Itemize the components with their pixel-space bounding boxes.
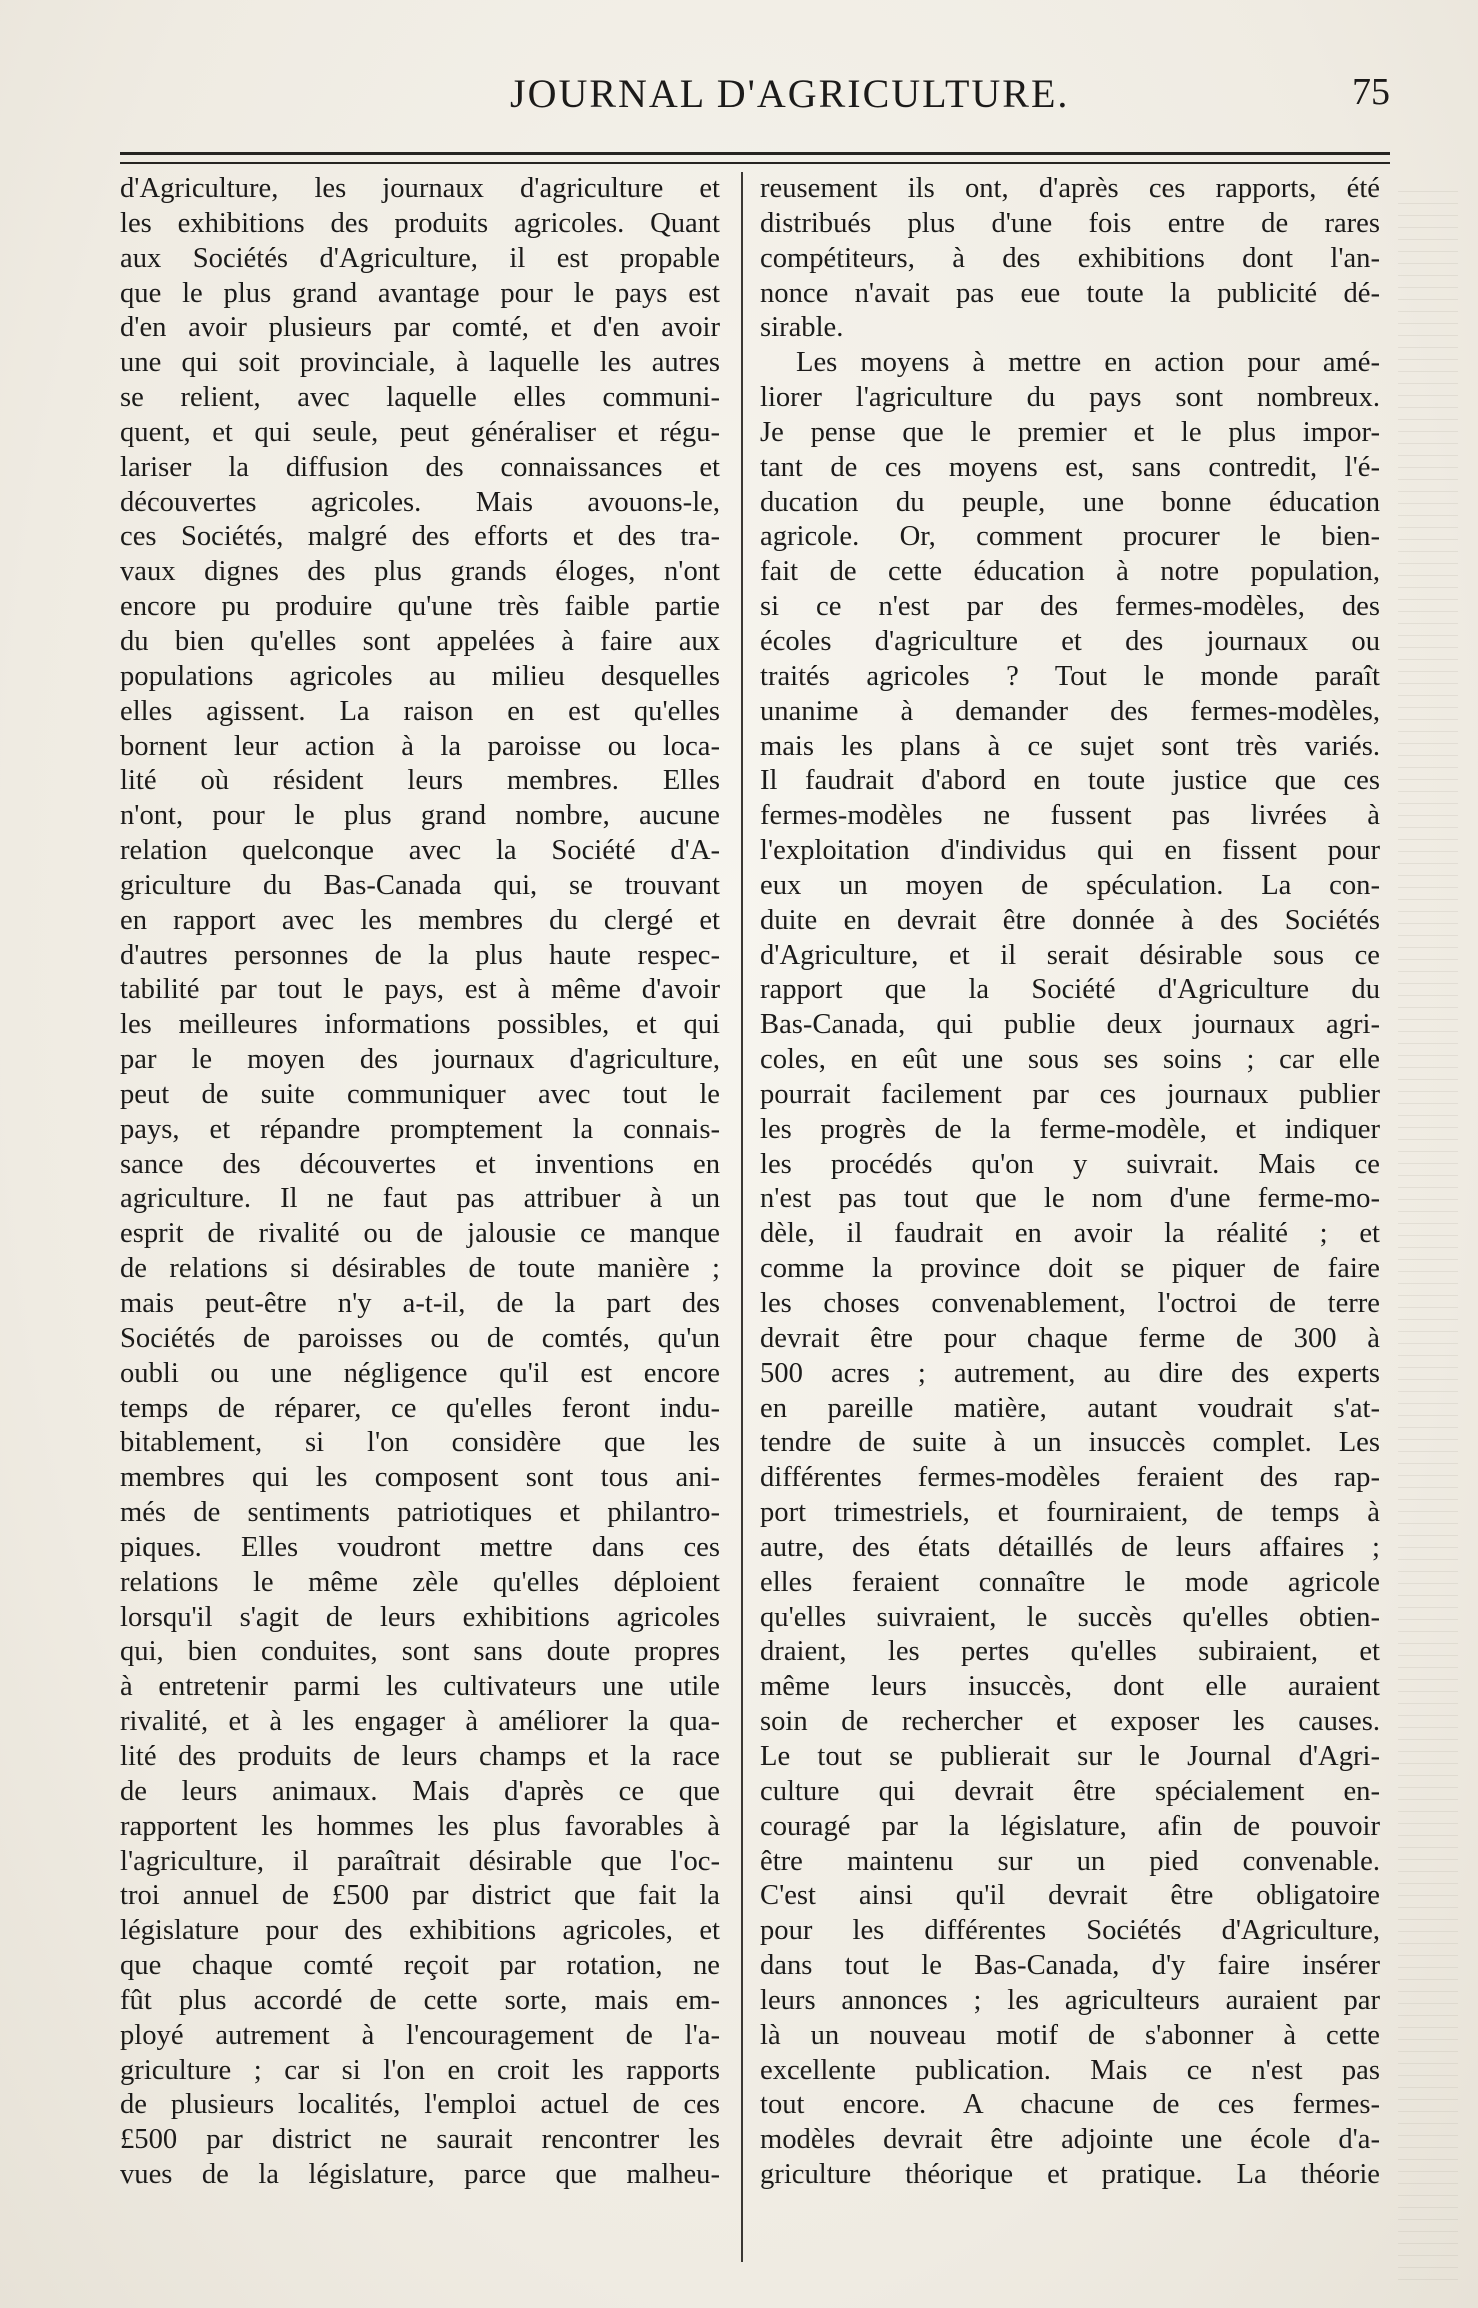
text-line: les procédés qu'on y suivrait. Mais ce	[760, 1148, 1380, 1180]
text-line: par le moyen des journaux d'agriculture,	[120, 1044, 720, 1076]
text-line: rapport que la Société d'Agriculture du	[760, 974, 1380, 1006]
text-line: l'exploitation d'individus qui en fissent pour	[760, 835, 1380, 867]
text-line: peut de suite communiquer avec tout le	[120, 1078, 720, 1110]
text-line: port trimestriels, et fourniraient, de temps à	[760, 1497, 1380, 1529]
text-line: ployé autrement à l'encouragement de l'a-	[120, 2019, 720, 2051]
text-line: qu'elles suivraient, le succès qu'elles obtien-	[760, 1601, 1380, 1633]
text-line: sirable.	[760, 312, 844, 344]
text-line: de relations si désirables de toute manière ;	[120, 1253, 720, 1285]
text-line: sance des découvertes et inventions en	[120, 1148, 720, 1180]
text-line: si ce n'est par des fermes-modèles, des	[760, 591, 1380, 623]
text-line: les meilleures informations possibles, et qui	[120, 1009, 720, 1041]
text-line: griculture ; car si l'on en croit les rapports	[120, 2054, 720, 2086]
text-line: lité des produits de leurs champs et la race	[120, 1740, 720, 1772]
text-line: modèles devrait être adjointe une école d'a-	[760, 2124, 1380, 2156]
text-line: du bien qu'elles sont appelées à faire aux	[120, 625, 720, 657]
text-line: Il faudrait d'abord en toute justice que ces	[760, 765, 1380, 797]
text-line: en pareille matière, autant voudrait s'at-	[760, 1392, 1380, 1424]
text-line: elles agissent. La raison en est qu'elles	[120, 695, 720, 727]
header-rule-bottom	[120, 162, 1390, 164]
text-line: devrait être pour chaque ferme de 300 à	[760, 1322, 1380, 1354]
text-line: de leurs animaux. Mais d'après ce que	[120, 1775, 720, 1807]
text-line: traités agricoles ? Tout le monde paraît	[760, 660, 1380, 692]
text-line: autre, des états détaillés de leurs affaires ;	[760, 1531, 1380, 1563]
text-line: les progrès de la ferme-modèle, et indiquer	[760, 1113, 1380, 1145]
text-line: ces Sociétés, malgré des efforts et des tra-	[120, 521, 720, 553]
text-line: bornent leur action à la paroisse ou loca-	[120, 730, 720, 762]
text-line: tant de ces moyens est, sans contredit, l'é-	[760, 451, 1380, 483]
text-line: piques. Elles voudront mettre dans ces	[120, 1531, 720, 1563]
text-line: mais peut-être n'y a-t-il, de la part des	[120, 1288, 720, 1319]
right-column	[760, 172, 1380, 2193]
page-header	[120, 70, 1390, 140]
text-line: griculture théorique et pratique. La théorie	[760, 2159, 1380, 2191]
text-line: se relient, avec laquelle elles communi-	[120, 382, 720, 414]
text-line: distribués plus d'une fois entre de rares	[760, 207, 1380, 239]
text-line: agriculture. Il ne faut pas attribuer à un	[120, 1183, 720, 1215]
column-divider	[741, 172, 743, 2262]
text-line: pour les différentes Sociétés d'Agriculture,	[760, 1915, 1380, 1947]
text-line: liorer l'agriculture du pays sont nombreux.	[760, 382, 1380, 414]
text-line: compétiteurs, à des exhibitions dont l'an-	[760, 242, 1380, 274]
text-line: duite en devrait être donnée à des Sociétés	[760, 904, 1380, 936]
text-line: aux Sociétés d'Agriculture, il est propable	[120, 242, 720, 274]
text-line: qui, bien conduites, sont sans doute propres	[120, 1636, 720, 1668]
text-line: Bas-Canada, qui publie deux journaux agri-	[760, 1009, 1380, 1041]
text-line: troi annuel de £500 par district que fait la	[120, 1880, 720, 1912]
text-line: leurs annonces ; les agriculteurs auraient par	[760, 1984, 1380, 2016]
text-line: £500 par district ne saurait rencontrer les	[120, 2124, 720, 2156]
text-line: elles feraient connaître le mode agricole	[760, 1566, 1380, 1598]
text-line: n'est pas tout que le nom d'une ferme-mo-	[760, 1183, 1380, 1215]
text-line: les choses convenablement, l'octroi de terre	[760, 1288, 1380, 1319]
text-line: excellente publication. Mais ce n'est pas	[760, 2054, 1380, 2086]
text-line: à entretenir parmi les cultivateurs une utile	[120, 1671, 720, 1703]
text-line: lorsqu'il s'agit de leurs exhibitions agricoles	[120, 1601, 720, 1633]
text-line: més de sentiments patriotiques et philantro-	[120, 1497, 720, 1529]
page-number: 75	[1352, 71, 1390, 113]
text-line: d'Agriculture, les journaux d'agriculture et	[120, 173, 720, 204]
left-column	[120, 172, 720, 2193]
text-line: vaux dignes des plus grands éloges, n'ont	[120, 556, 720, 588]
text-line: 500 acres ; autrement, au dire des experts	[760, 1357, 1380, 1389]
text-line: comme la province doit se piquer de faire	[760, 1253, 1380, 1285]
text-line: tendre de suite à un insuccès complet. Les	[760, 1427, 1380, 1459]
text-line: lité où résident leurs membres. Elles	[120, 765, 720, 797]
text-line: mais les plans à ce sujet sont très variés.	[760, 730, 1380, 762]
text-line: reusement ils ont, d'après ces rapports, été	[760, 173, 1380, 204]
text-line: fait de cette éducation à notre population,	[760, 556, 1380, 588]
text-line: rapportent les hommes les plus favorables à	[120, 1810, 720, 1842]
text-line: fût plus accordé de cette sorte, mais em-	[120, 1984, 720, 2016]
text-line: législature pour des exhibitions agricoles, et	[120, 1915, 720, 1947]
text-line: de plusieurs localités, l'emploi actuel de ces	[120, 2089, 720, 2121]
text-line: agricole. Or, comment procurer le bien-	[760, 521, 1380, 553]
text-line: d'autres personnes de la plus haute respec-	[120, 939, 720, 971]
text-line: être maintenu sur un pied convenable.	[760, 1845, 1380, 1877]
text-line: oubli ou une négligence qu'il est encore	[120, 1357, 720, 1389]
text-line: griculture du Bas-Canada qui, se trouvant	[120, 869, 720, 901]
text-line: que chaque comté reçoit par rotation, ne	[120, 1950, 720, 1982]
text-line: coles, en eût une sous ses soins ; car elle	[760, 1044, 1380, 1076]
text-line: dans tout le Bas-Canada, d'y faire insérer	[760, 1950, 1380, 1982]
text-line: tabilité par tout le pays, est à même d'avoir	[120, 974, 720, 1006]
text-line: relations le même zèle qu'elles déploient	[120, 1566, 720, 1598]
text-line: pays, et répandre promptement la connais-	[120, 1113, 720, 1145]
text-line: couragé par la législature, afin de pouvoir	[760, 1810, 1380, 1842]
text-line: que le plus grand avantage pour le pays est	[120, 277, 720, 309]
text-line: les exhibitions des produits agricoles. Quant	[120, 207, 720, 239]
header-rule-top	[120, 152, 1390, 155]
text-line: nonce n'avait pas eue toute la publicité dé-	[760, 277, 1380, 309]
text-line: fermes-modèles ne fussent pas livrées à	[760, 800, 1380, 832]
text-line: différentes fermes-modèles feraient des rap-	[760, 1462, 1380, 1494]
text-line: bitablement, si l'on considère que les	[120, 1427, 720, 1459]
text-line: Les moyens à mettre en action pour amé-	[796, 347, 1380, 379]
text-line: une qui soit provinciale, à laquelle les autres	[120, 347, 720, 379]
text-line: populations agricoles au milieu desquelles	[120, 660, 720, 692]
text-line: découvertes agricoles. Mais avouons-le,	[120, 486, 720, 518]
text-line: soin de rechercher et exposer les causes.	[760, 1706, 1380, 1738]
text-line: rivalité, et à les engager à améliorer la qua-	[120, 1706, 720, 1738]
text-line: culture qui devrait être spécialement en-	[760, 1775, 1380, 1807]
text-line: tout encore. A chacune de ces fermes-	[760, 2089, 1380, 2121]
text-line: relation quelconque avec la Société d'A-	[120, 835, 720, 867]
text-line: d'en avoir plusieurs par comté, et d'en avoir	[120, 312, 720, 344]
text-line: Le tout se publierait sur le Journal d'Agri-	[760, 1740, 1380, 1772]
text-line: Je pense que le premier et le plus impor-	[760, 416, 1380, 448]
text-line: même leurs insuccès, dont elle auraient	[760, 1671, 1380, 1703]
text-line: quent, et qui seule, peut généraliser et régu-	[120, 416, 720, 448]
text-line: temps de réparer, ce qu'elles feront indu-	[120, 1392, 720, 1424]
text-line: ducation du peuple, une bonne éducation	[760, 486, 1380, 518]
running-title: JOURNAL D'AGRICULTURE.	[510, 71, 1070, 116]
text-line: là un nouveau motif de s'abonner à cette	[760, 2019, 1380, 2051]
text-line: C'est ainsi qu'il devrait être obligatoire	[760, 1880, 1380, 1912]
text-line: encore pu produire qu'une très faible partie	[120, 591, 720, 623]
text-line: dèle, il faudrait en avoir la réalité ; et	[760, 1218, 1380, 1250]
text-line: membres qui les composent sont tous ani-	[120, 1462, 720, 1494]
text-line: vues de la législature, parce que malheu-	[120, 2159, 720, 2191]
text-line: unanime à demander des fermes-modèles,	[760, 695, 1380, 727]
margin-speckle	[1398, 180, 1458, 2280]
text-line: draient, les pertes qu'elles subiraient, et	[760, 1636, 1380, 1668]
text-line: écoles d'agriculture et des journaux ou	[760, 625, 1380, 657]
text-line: pourrait facilement par ces journaux publier	[760, 1078, 1380, 1110]
text-line: en rapport avec les membres du clergé et	[120, 904, 720, 936]
text-line: eux un moyen de spéculation. La con-	[760, 869, 1380, 901]
text-line: n'ont, pour le plus grand nombre, aucune	[120, 800, 720, 832]
text-line: Sociétés de paroisses ou de comtés, qu'un	[120, 1322, 720, 1354]
text-line: esprit de rivalité ou de jalousie ce manque	[120, 1218, 720, 1250]
text-line: l'agriculture, il paraîtrait désirable que l'oc-	[120, 1845, 720, 1877]
text-line: lariser la diffusion des connaissances et	[120, 451, 720, 483]
text-line: d'Agriculture, et il serait désirable sous ce	[760, 939, 1380, 971]
